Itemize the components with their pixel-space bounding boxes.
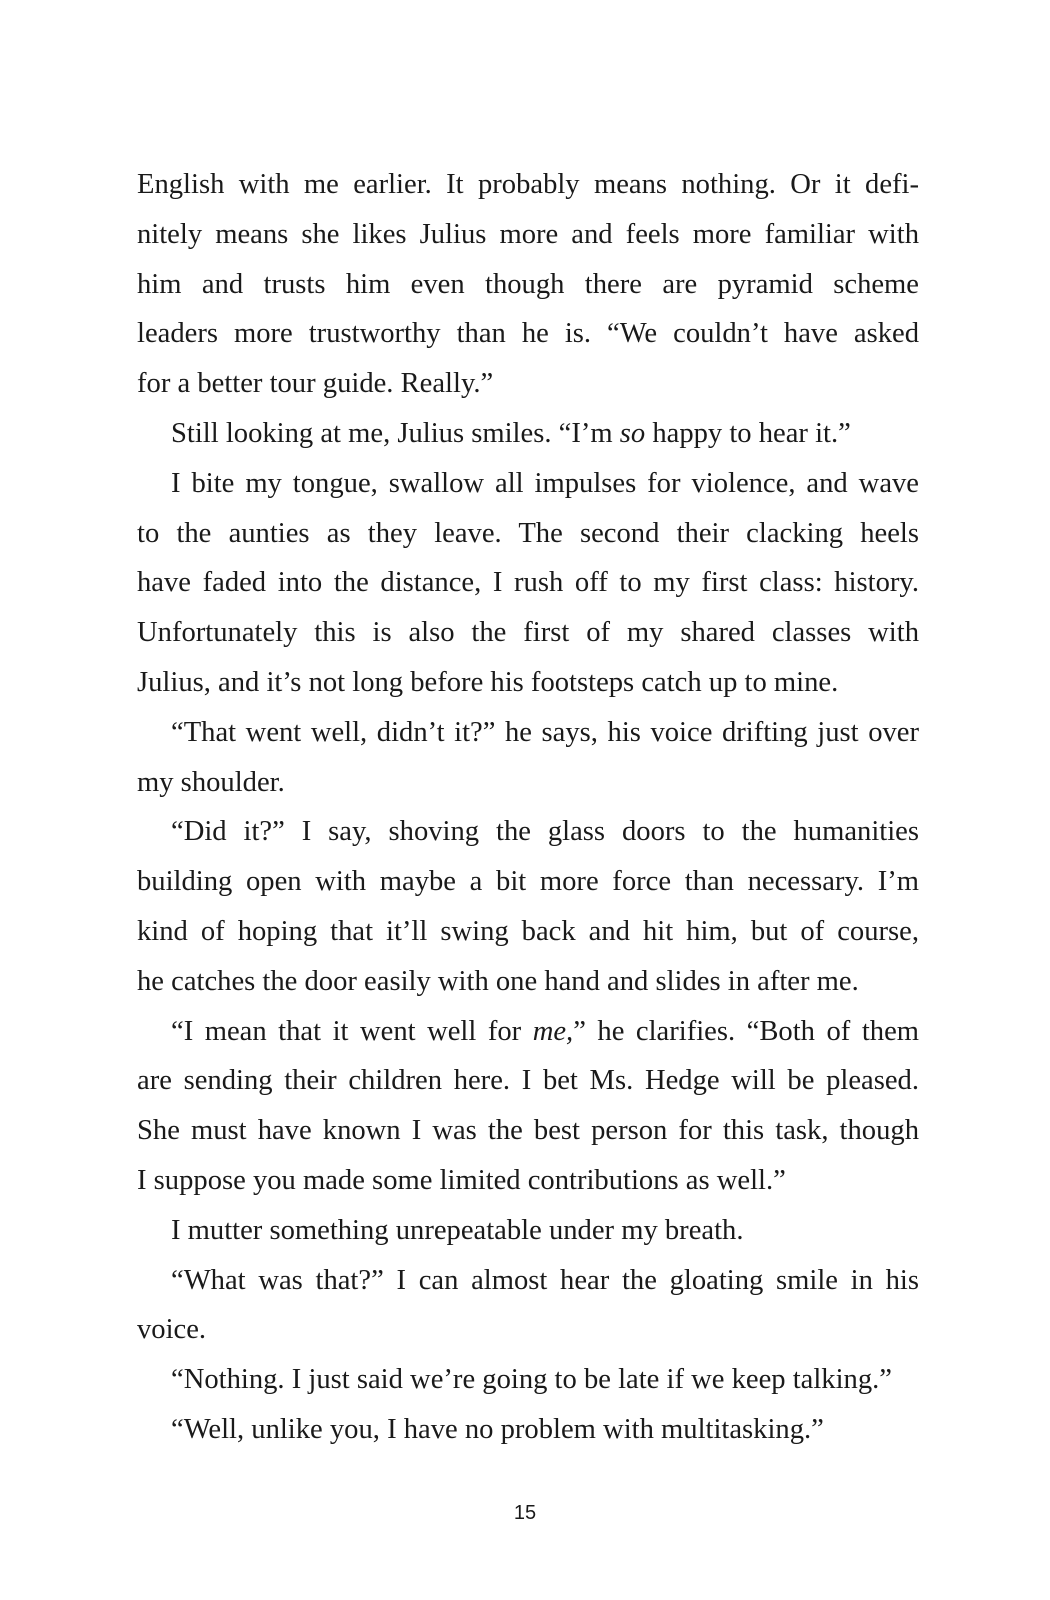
page-body-text — [137, 160, 919, 1455]
text-line: to the aunties as they leave. The second their clacking heels — [137, 517, 919, 549]
text-line: “What was that?” I can almost hear the gloating smile in his — [171, 1264, 919, 1296]
text-line-with-italic — [137, 1007, 919, 1057]
text-line: “Well, unlike you, I have no problem with multitasking.” — [171, 1413, 824, 1445]
text-line: I mutter something unrepeatable under my breath. — [171, 1214, 744, 1246]
text-line: kind of hoping that it’ll swing back and hit him, but of course, — [137, 915, 919, 947]
text-segment: Still looking at me, Julius smiles. “I’m — [171, 417, 620, 449]
text-line: “Nothing. I just said we’re going to be late if we keep talking.” — [171, 1364, 892, 1396]
text-line: my shoulder. — [137, 766, 285, 798]
page-number: 15 — [513, 1502, 537, 1524]
text-line: him and trusts him even though there are pyramid scheme — [137, 268, 919, 300]
text-line: English with me earlier. It probably means nothing. Or it defi- — [137, 169, 919, 200]
text-line: Julius, and it’s not long before his footsteps catch up to mine. — [137, 666, 839, 698]
text-line: I bite my tongue, swallow all impulses for violence, and wave — [171, 467, 919, 499]
text-segment: happy to hear it.” — [645, 417, 851, 449]
italic-emphasis: me, — [532, 1015, 574, 1047]
text-line: Unfortunately this is also the first of my shared classes with — [137, 617, 919, 649]
text-line: voice. — [137, 1314, 207, 1346]
text-line: are sending their children here. I bet Ms. Hedge will be pleased. — [137, 1065, 919, 1097]
text-segment: ” he clarifies. “Both of them — [573, 1015, 920, 1047]
text-line-with-italic — [137, 409, 919, 459]
text-line: for a better tour guide. Really.” — [137, 368, 494, 400]
text-line: have faded into the distance, I rush off to my first class: history. — [137, 567, 919, 599]
text-line: building open with maybe a bit more force than necessary. I’m — [137, 866, 919, 898]
text-line: he catches the door easily with one hand and slides in after me. — [137, 965, 859, 997]
text-line: nitely means she likes Julius more and feels more familiar with — [137, 218, 919, 250]
italic-emphasis: so — [619, 417, 646, 449]
text-segment: “I mean that it went well for — [171, 1015, 533, 1047]
text-line: “Did it?” I say, shoving the glass doors to the humanities — [171, 816, 919, 848]
text-line: leaders more trustworthy than he is. “We couldn’t have asked — [137, 318, 919, 350]
text-line: I suppose you made some limited contributions as well.” — [137, 1164, 786, 1196]
text-line: “That went well, didn’t it?” he says, his voice drifting just over — [171, 716, 919, 748]
text-line: She must have known I was the best person for this task, though — [137, 1115, 919, 1147]
